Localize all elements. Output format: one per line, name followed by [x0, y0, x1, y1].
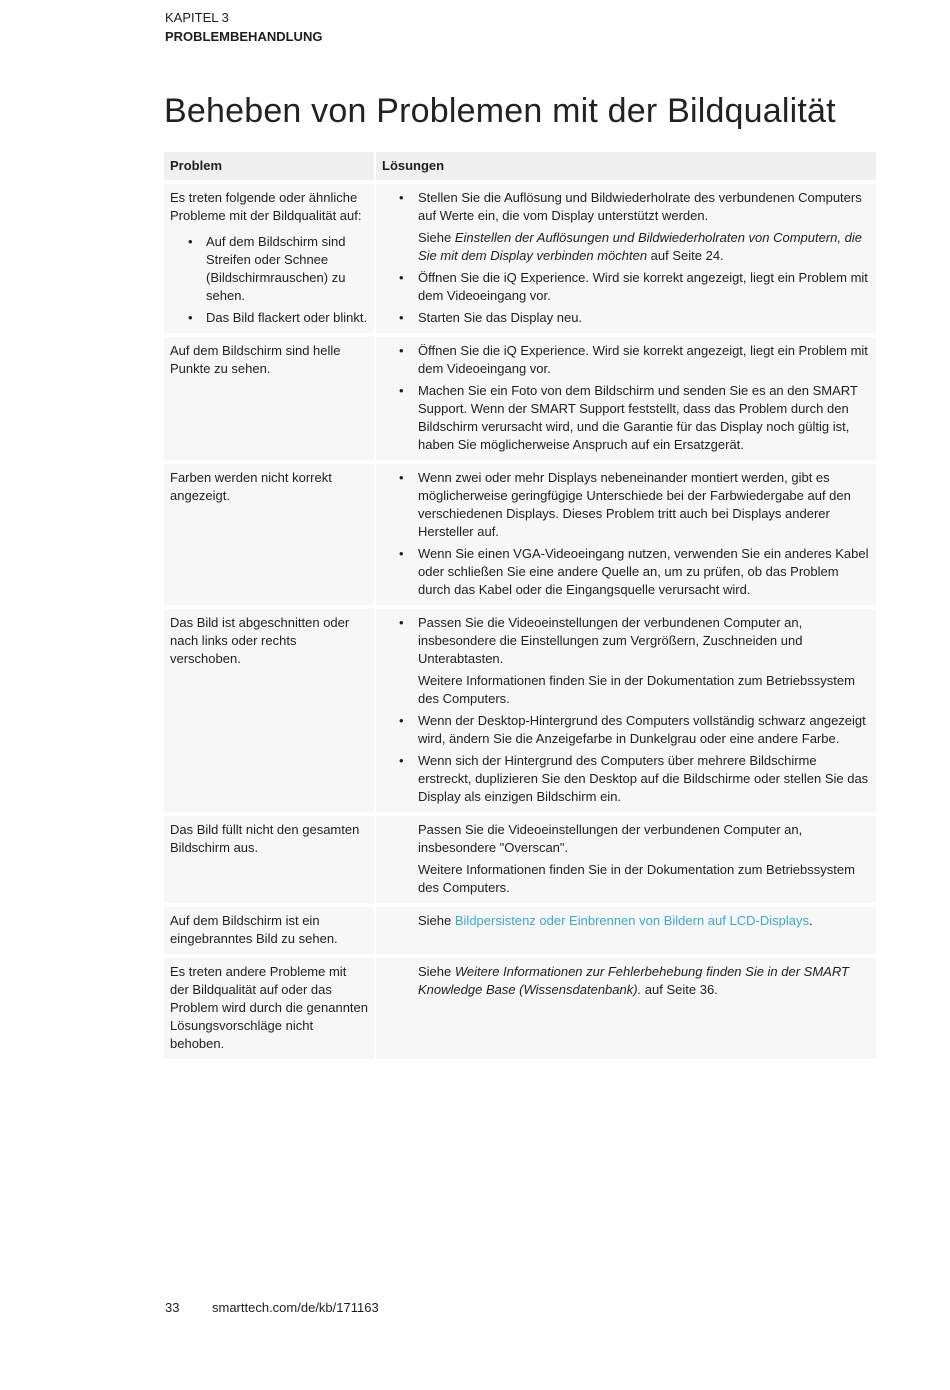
solution-cell [376, 337, 876, 460]
problem-cell: Das Bild füllt nicht den gesamten Bildschirm aus. [164, 816, 374, 903]
table-row [164, 816, 876, 903]
solution-paragraph: Weitere Informationen finden Sie in der Dokumentation zum Betriebssystem des Computers. [418, 862, 855, 895]
solution-item: • Wenn der Desktop-Hintergrund des Computers vollständig schwarz angezeigt wird, ändern Sie die Anzeigefarbe in Dunkelgrau oder eine andere Farbe. [382, 712, 870, 748]
column-header-problem: Problem [164, 152, 374, 180]
solution-item: • Wenn sich der Hintergrund des Computers über mehrere Bildschirme erstreckt, duplizieren Sie den Desktop auf die Bildschirme oder stellen Sie das Display als einzigen Bildschirm ein. [382, 752, 870, 806]
solution-text: • Stellen Sie die Auflösung und Bildwiederholrate des verbundenen Computers auf Werte ein, die vom Display unterstützt werden. [418, 190, 862, 223]
problem-cell: Das Bild ist abgeschnitten oder nach links oder rechts verschoben. [164, 609, 374, 812]
problem-cell: Es treten andere Probleme mit der Bildqualität auf oder das Problem wird durch die genannten Lösungsvorschläge nicht behoben. [164, 958, 374, 1059]
problem-text: Es treten folgende oder ähnliche Probleme mit der Bildqualität auf: [170, 190, 362, 223]
problem-list [170, 233, 368, 327]
burn-in-link[interactable]: Bildpersistenz oder Einbrennen von Bildern auf LCD-Displays [454, 913, 809, 928]
problem-list-item: • Auf dem Bildschirm sind Streifen oder Schnee (Bildschirmrauschen) zu sehen. [170, 233, 368, 305]
solution-item: • Starten Sie das Display neu. [382, 309, 870, 327]
solution-item [382, 614, 870, 708]
solution-paragraph: Passen Sie die Videoeinstellungen der verbundenen Computer an, insbesondere "Overscan". [418, 822, 803, 855]
solution-list [382, 469, 870, 599]
problem-cell [164, 184, 374, 333]
running-header [165, 8, 322, 46]
troubleshooting-table [162, 148, 878, 1063]
table-header-row [164, 152, 876, 180]
solution-paragraph [418, 963, 870, 999]
cross-reference-title: Einstellen der Auflösungen und Bildwiederholraten von Computern, die Sie mit dem Display verbinden möchten [418, 230, 862, 263]
solution-cell [376, 609, 876, 812]
cross-reference-title: Weitere Informationen zur Fehlerbehebung finden Sie in der SMART Knowledge Base (Wissensdatenbank). [418, 964, 849, 997]
table-row [164, 907, 876, 954]
solution-list [382, 189, 870, 327]
page-footer [165, 1300, 379, 1315]
cross-reference-page: auf Seite 36. [641, 982, 718, 997]
see-suffix: . [808, 913, 813, 928]
chapter-label: KAPITEL 3 [165, 10, 229, 25]
column-header-solutions: Lösungen [376, 152, 876, 180]
table-row [164, 337, 876, 460]
solution-cell [376, 958, 876, 1059]
solution-cell [376, 184, 876, 333]
problem-cell: Farben werden nicht korrekt angezeigt. [164, 464, 374, 605]
solution-item: • Wenn zwei oder mehr Displays nebeneinander montiert werden, gibt es möglicherweise geringfügige Unterschiede bei der Farbwiedergabe auf den verschiedenen Displays. Dieses Problem tritt auch bei Displays anderer Hersteller auf. [382, 469, 870, 541]
cross-reference-prefix: Siehe [418, 230, 455, 245]
problem-list-item: • Das Bild flackert oder blinkt. [170, 309, 368, 327]
page-title: Beheben von Problemen mit der Bildqualität [164, 92, 836, 130]
see-prefix: Siehe [418, 964, 455, 979]
cross-reference-page: auf Seite 24. [647, 248, 724, 263]
page-number: 33 [165, 1300, 180, 1315]
solution-cell [376, 464, 876, 605]
table-row [164, 958, 876, 1059]
solution-paragraph [418, 912, 870, 930]
table-row [164, 609, 876, 812]
solution-list [382, 342, 870, 454]
problem-cell: Auf dem Bildschirm sind helle Punkte zu sehen. [164, 337, 374, 460]
section-label: PROBLEMBEHANDLUNG [165, 29, 323, 44]
solution-list [382, 614, 870, 806]
solution-cell [376, 907, 876, 954]
solution-item: • Machen Sie ein Foto von dem Bildschirm und senden Sie es an den SMART Support. Wenn der SMART Support feststellt, dass das Problem durch den Bildschirm verursacht wird, und die Garantie für das Display noch gültig ist, haben Sie möglicherweise Anspruch auf ein Ersatzgerät. [382, 382, 870, 454]
solution-item: • Öffnen Sie die iQ Experience. Wird sie korrekt angezeigt, liegt ein Problem mit dem Videoeingang vor. [382, 342, 870, 378]
problem-cell: Auf dem Bildschirm ist ein eingebranntes Bild zu sehen. [164, 907, 374, 954]
solution-text: • Passen Sie die Videoeinstellungen der verbundenen Computer an, insbesondere die Einstellungen zum Vergrößern, Zuschneiden und Unterabtasten. [418, 615, 803, 666]
see-prefix: Siehe [418, 913, 455, 928]
solution-cell [376, 816, 876, 903]
solution-item: • Wenn Sie einen VGA-Videoeingang nutzen, verwenden Sie ein anderes Kabel oder schließen Sie eine andere Quelle an, um zu prüfen, ob das Problem durch das Kabel oder die Eingangsquelle verursacht wird. [382, 545, 870, 599]
table-row [164, 184, 876, 333]
solution-item: • Öffnen Sie die iQ Experience. Wird sie korrekt angezeigt, liegt ein Problem mit dem Videoeingang vor. [382, 269, 870, 305]
solution-note: Weitere Informationen finden Sie in der Dokumentation zum Betriebssystem des Computers. [418, 673, 855, 706]
footer-url: smarttech.com/de/kb/171163 [212, 1300, 379, 1315]
solution-item [382, 189, 870, 265]
table-row [164, 464, 876, 605]
cross-reference [418, 229, 870, 265]
